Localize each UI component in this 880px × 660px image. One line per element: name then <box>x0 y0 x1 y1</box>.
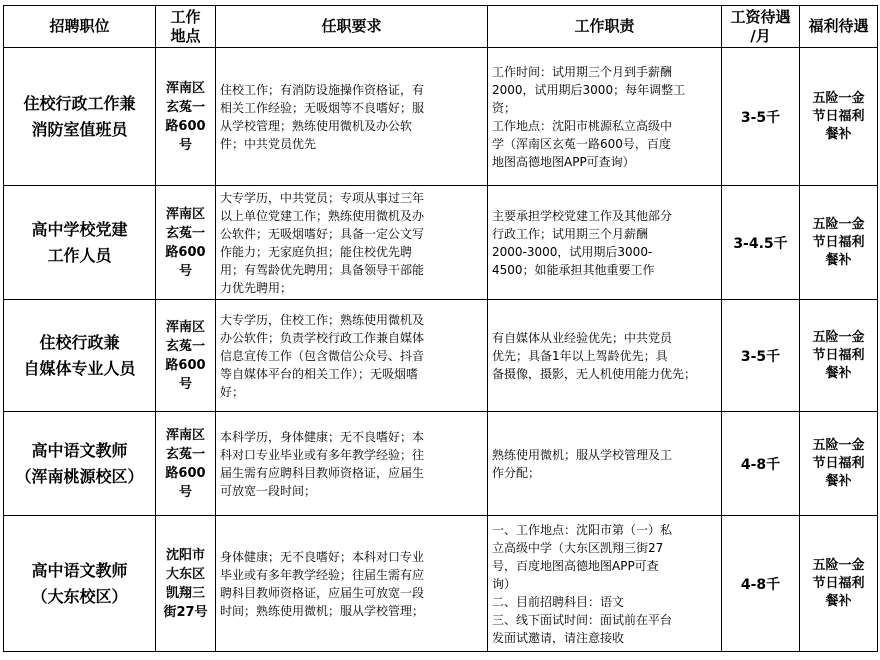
table-row <box>4 300 878 412</box>
benefits-cell: 五险一金 节日福利 餐补 <box>800 412 878 516</box>
location-cell: 浑南区 玄菟一 路600 号 <box>156 300 216 412</box>
duties-cell: 有自媒体从业经验优先；中共党员 优先；具备1年以上驾龄优先；具 备摄像，摄影，无人机使用能力优先； <box>488 300 722 412</box>
table-row <box>4 186 878 300</box>
table-row <box>4 412 878 516</box>
salary-cell: 3-5千 <box>722 48 800 186</box>
location-cell: 浑南区 玄菟一 路600 号 <box>156 48 216 186</box>
header-duties: 工作职责 <box>488 6 722 48</box>
position-cell: 住校行政兼 自媒体专业人员 <box>4 300 156 412</box>
benefits-cell: 五险一金 节日福利 餐补 <box>800 300 878 412</box>
benefits-cell: 五险一金 节日福利 餐补 <box>800 186 878 300</box>
requirements-cell: 住校工作；有消防设施操作资格证，有 相关工作经验；无吸烟等不良嗜好；服 从学校管理；熟练使用微机及办公软 件；中共党员优先 <box>216 48 488 186</box>
header-location: 工作 地点 <box>156 6 216 48</box>
requirements-cell: 身体健康；无不良嗜好；本科对口专业 毕业或有多年教学经验；往届生需有应 聘科目教师资格证，应届生可放宽一段 时间；熟练使用微机；服从学校管理； <box>216 516 488 652</box>
position-cell: 住校行政工作兼 消防室值班员 <box>4 48 156 186</box>
salary-cell: 4-8千 <box>722 516 800 652</box>
requirements-cell: 大专学历，中共党员；专项从事过三年 以上单位党建工作；熟练使用微机及办 公软件；无吸烟嗜好；具备一定公文写 作能力；无家庭负担；能住校优先聘 用；有驾龄优先聘用；具备领导干部能 力优先聘用； <box>216 186 488 300</box>
recruitment-table <box>3 5 878 652</box>
duties-cell: 主要承担学校党建工作及其他部分 行政工作；试用期三个月薪酬 2000-3000，试用期后3000- 4500；如能承担其他重要工作 <box>488 186 722 300</box>
header-row <box>4 6 878 48</box>
table-row <box>4 516 878 652</box>
requirements-cell: 大专学历，住校工作；熟练使用微机及 办公软件；负责学校行政工作兼自媒体 信息宣传工作（包含微信公众号、抖音 等自媒体平台的相关工作）；无吸烟嗜 好； <box>216 300 488 412</box>
salary-cell: 4-8千 <box>722 412 800 516</box>
position-cell: 高中学校党建 工作人员 <box>4 186 156 300</box>
salary-cell: 3-5千 <box>722 300 800 412</box>
position-cell: 高中语文教师 （大东校区） <box>4 516 156 652</box>
table-row <box>4 48 878 186</box>
position-cell: 高中语文教师 （浑南桃源校区） <box>4 412 156 516</box>
location-cell: 浑南区 玄菟一 路600 号 <box>156 186 216 300</box>
header-requirements: 任职要求 <box>216 6 488 48</box>
location-cell: 沈阳市 大东区 凯翔三 街27号 <box>156 516 216 652</box>
salary-cell: 3-4.5千 <box>722 186 800 300</box>
benefits-cell: 五险一金 节日福利 餐补 <box>800 48 878 186</box>
duties-cell: 工作时间：试用期三个月到手薪酬 2000，试用期后3000；每年调整工 资； 工作地点：沈阳市桃源私立高级中 学（浑南区玄菟一路600号，百度 地图高德地图APP可查询） <box>488 48 722 186</box>
requirements-cell: 本科学历，身体健康；无不良嗜好；本 科对口专业毕业或有多年教学经验；往 届生需有应聘科目教师资格证，应届生 可放宽一段时间； <box>216 412 488 516</box>
location-cell: 浑南区 玄菟一 路600 号 <box>156 412 216 516</box>
header-salary: 工资待遇 /月 <box>722 6 800 48</box>
duties-cell: 熟练使用微机；服从学校管理及工 作分配； <box>488 412 722 516</box>
duties-cell: 一、工作地点：沈阳市第（一）私 立高级中学（大东区凯翔三街27 号，百度地图高德地图APP可查 询） 二、目前招聘科目：语文 三、线下面试时间：面试前在平台 发面试邀请，请注意接收 <box>488 516 722 652</box>
header-benefits: 福利待遇 <box>800 6 878 48</box>
header-position: 招聘职位 <box>4 6 156 48</box>
benefits-cell: 五险一金 节日福利 餐补 <box>800 516 878 652</box>
